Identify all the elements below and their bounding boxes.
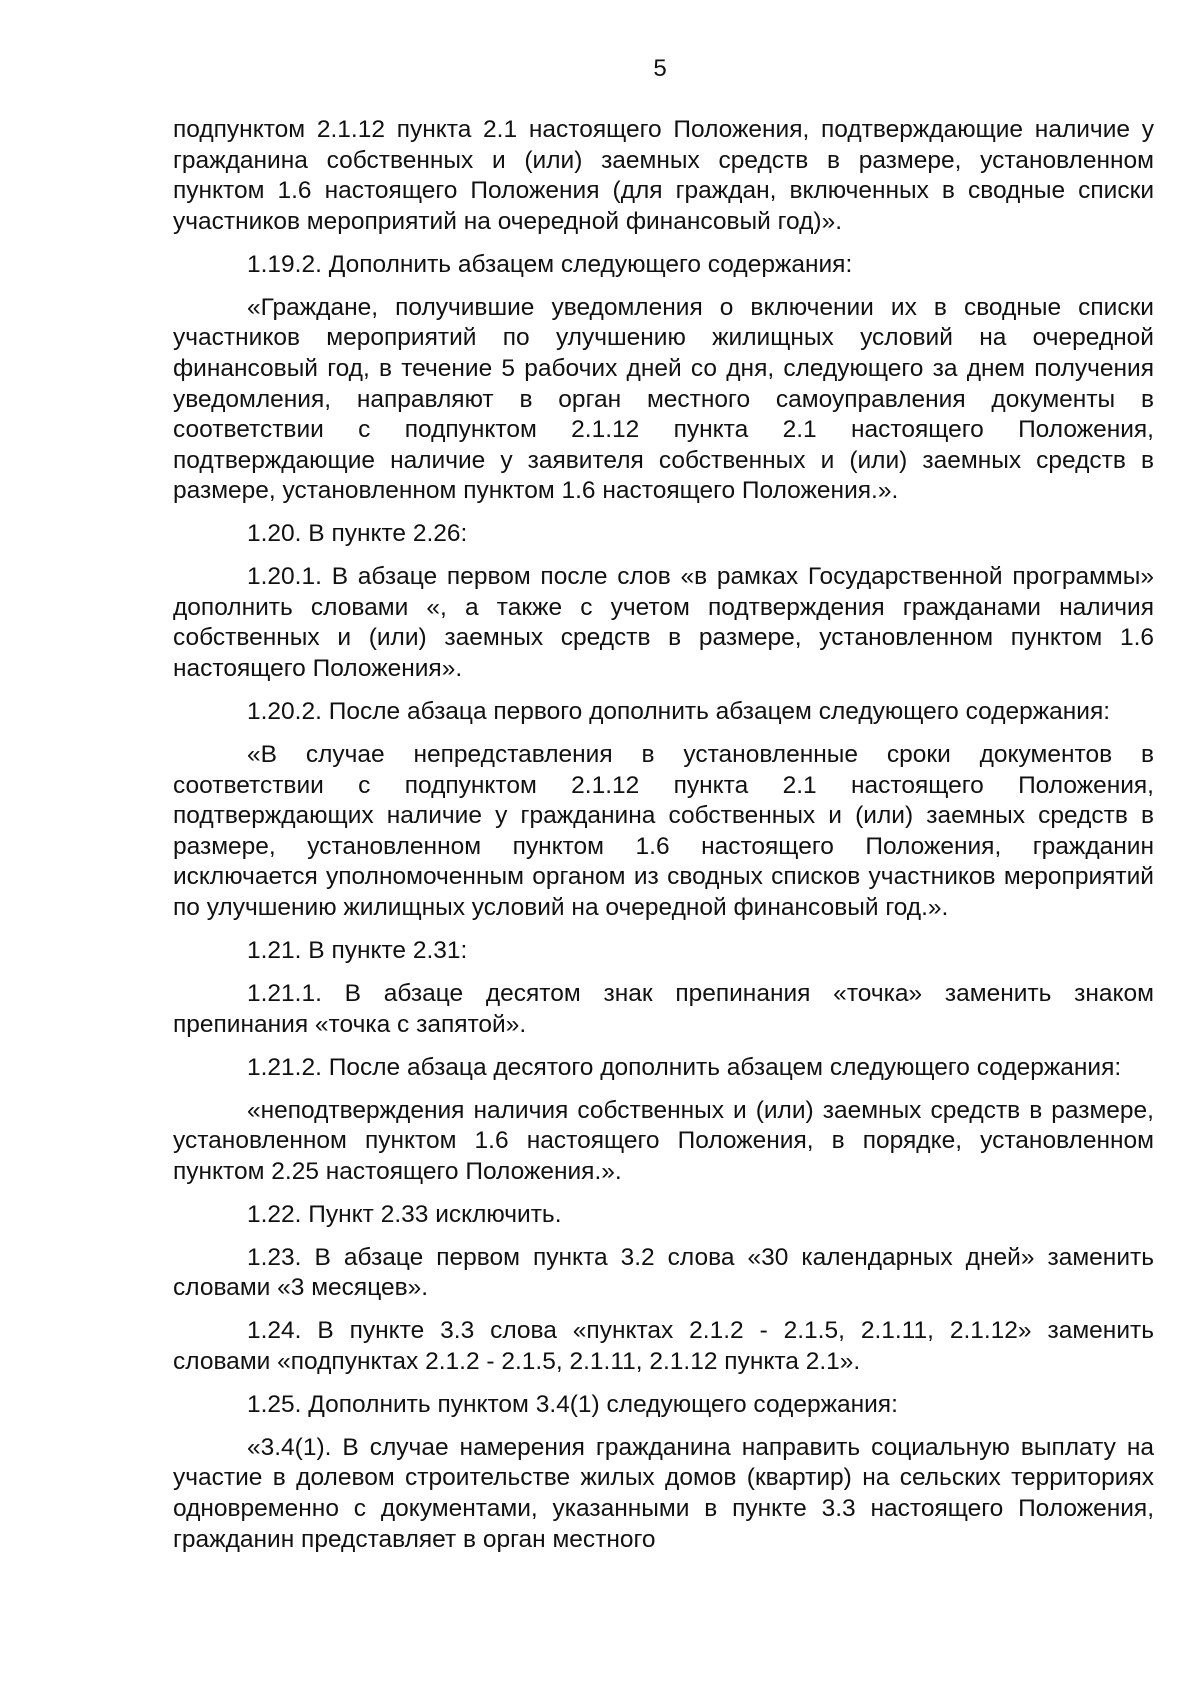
paragraph-quote-nonsubmission: «В случае непредставления в установленные сроки документов в соответствии с подпунктом 2.1.12 пункта 2.1 настоящего Положения, подтверждающих наличие у гражданина собственных и (или) заемных средств в размере, установленном пунктом 1.6 настоящего Положения, гражданин исключается уполномоченным органом из сводных списков участников мероприятий по улучшению жилищных условий на очередной финансовый год.».: [173, 741, 1154, 921]
paragraph-1-22: 1.22. Пункт 2.33 исключить.: [247, 1200, 562, 1228]
paragraph-1-19-2: 1.19.2. Дополнить абзацем следующего содержания:: [247, 250, 853, 278]
paragraph-quote-citizens: «Граждане, получившие уведомления о включении их в сводные списки участников мероприятий по улучшению жилищных условий на очередной финансовый год, в течение 5 рабочих дней со дня, следующего за днем получения уведомления, направляют в орган местного самоуправления документы в соответствии с подпунктом 2.1.12 пункта 2.1 настоящего Положения, подтверждающие наличие у заявителя собственных и (или) заемных средств в размере, установленном пунктом 1.6 настоящего Положения.».: [173, 293, 1154, 505]
paragraph-1-21-1: 1.21.1. В абзаце десятом знак препинания «точка» заменить знаком препинания «точка с запятой».: [173, 979, 1154, 1038]
paragraph-1-25: 1.25. Дополнить пунктом 3.4(1) следующего содержания:: [247, 1390, 898, 1418]
paragraph-1-20-2: 1.20.2. После абзаца первого дополнить абзацем следующего содержания:: [247, 698, 1111, 726]
paragraph-1-21: 1.21. В пункте 2.31:: [247, 936, 468, 964]
page-number: 5: [653, 55, 667, 82]
paragraph-continuation: подпунктом 2.1.12 пункта 2.1 настоящего Положения, подтверждающие наличие у гражданина собственных и (или) заемных средств в размере, установленном пунктом 1.6 настоящего Положения (для граждан, включенных в сводные списки участников мероприятий на очередной финансовый год)».: [173, 116, 1154, 235]
paragraph-quote-3-4-1: «3.4(1). В случае намерения гражданина направить социальную выплату на участие в долевом строительстве жилых домов (квартир) на сельских территориях одновременно с документами, указанными в пункте 3.3 настоящего Положения, гражданин представляет в орган местного: [173, 1433, 1154, 1553]
paragraph-1-21-2: 1.21.2. После абзаца десятого дополнить абзацем следующего содержания:: [247, 1053, 1122, 1081]
paragraph-1-20: 1.20. В пункте 2.26:: [247, 520, 468, 548]
paragraph-quote-nonconfirmation: «неподтверждения наличия собственных и (или) заемных средств в размере, установленном пунктом 1.6 настоящего Положения, в порядке, установленном пунктом 2.25 настоящего Положения.».: [173, 1096, 1154, 1185]
document-body: [173, 115, 1154, 1568]
paragraph-1-24: 1.24. В пункте 3.3 слова «пунктах 2.1.2 - 2.1.5, 2.1.11, 2.1.12» заменить словами «подпунктах 2.1.2 - 2.1.5, 2.1.11, 2.1.12 пункта 2.1».: [173, 1317, 1154, 1375]
paragraph-1-23: 1.23. В абзаце первом пункта 3.2 слова «30 календарных дней» заменить словами «3 месяцев».: [173, 1243, 1154, 1302]
paragraph-1-20-1: 1.20.1. В абзаце первом после слов «в рамках Государственной программы» дополнить словами «, а также с учетом подтверждения гражданами наличия собственных и (или) заемных средств в размере, установленном пунктом 1.6 настоящего Положения».: [173, 563, 1154, 683]
